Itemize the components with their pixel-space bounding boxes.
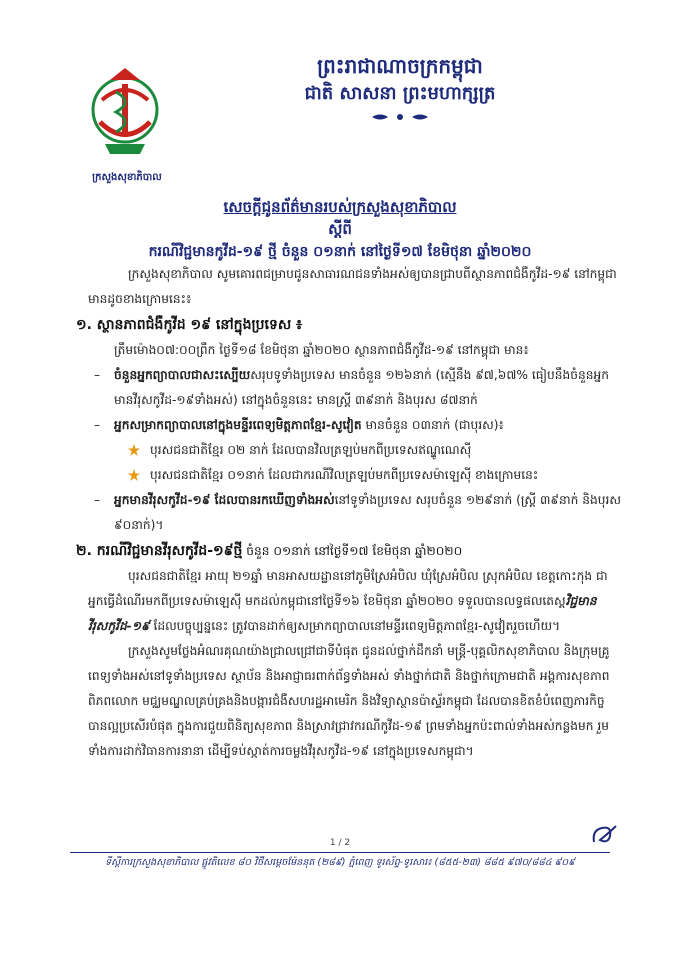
status-line: ត្រឹមម៉ោង០៧:០០ព្រឹក ថ្ងៃទី១៨ ខែមិថុនា ឆ្នាំ២០២០ ស្ថានភាពជំងឺកូវីដ-១៩ នៅកម្ពុជា មាន៖ — [114, 343, 529, 357]
star-bullet-icon — [128, 469, 140, 481]
new-case-emphasis: វិជ្ជមានវីរុសកូវីដ-១៩ — [88, 594, 597, 633]
release-topic: ករណីវិជ្ជមានកូវីដ-១៩ ថ្មី ចំនួន ០១នាក់ នៅថ្ងៃទី១៧ ខែមិថុនា ឆ្នាំ២០២០ — [148, 244, 532, 260]
case-item-indonesia — [88, 438, 622, 463]
total-cases-label: អ្នកមានវីរុសកូវីដ-១៩ ដែលបានរកឃើញទាំងអស់ — [114, 493, 335, 507]
case-detail-indonesia: បុរសជនជាតិខ្មែរ ០២ នាក់ ដែលបានវិលត្រឡប់មកពីប្រទេសឥណ្ឌូណេស៊ី — [150, 443, 472, 457]
nation-religion-king: ជាតិ សាសនា ព្រះមហាក្សត្រ — [304, 83, 496, 104]
section-1-heading: ១. ស្ថានភាពជំងឺកូវីដ ១៩ នៅក្នុងប្រទេស ៖ — [76, 317, 303, 333]
section-2-date: ចំនួន ០១នាក់ នៅថ្ងៃទី១៧ ខែមិថុនា ឆ្នាំ២០២០ — [242, 544, 463, 558]
new-case-paragraph — [88, 564, 622, 639]
section-2-title: ២. ករណីវិជ្ជមានវីរុសកូវីដ-១៩ថ្មី — [76, 543, 243, 559]
recovered-item — [88, 363, 622, 413]
page-number: 1 / 2 — [329, 838, 351, 848]
intro-paragraph: ក្រសួងសុខាភិបាល សូមគោរពជម្រាបជូនសាធារណជនទាំងអស់ឲ្យបានជ្រាបពីស្ថានភាពជំងឺកូវីដ-១៩ នៅកម្ពុជា មានដូចខាងក្រោមនេះ៖ — [88, 267, 617, 306]
hospitalized-detail: មានចំនួន ០៣នាក់ (ជាបុរស)៖ — [361, 418, 504, 432]
signature-mark-icon — [590, 822, 618, 848]
kingdom-motto — [230, 52, 570, 122]
section-2-heading — [76, 538, 622, 564]
footer-divider — [70, 852, 610, 853]
kingdom-title: ព្រះរាជាណាចក្រកម្ពុជា — [317, 54, 483, 78]
total-cases-detail: នៅទូទាំងប្រទេស សរុបចំនួន ១២៩នាក់ (ស្ត្រី ៣៩នាក់ និងបុរស ៩០នាក់)។ — [114, 493, 621, 532]
case-item-malaysia — [88, 463, 622, 488]
ministry-of-health-logo — [80, 62, 170, 172]
thanks-paragraph: ក្រសួងសូមថ្លែងអំណរគុណយ៉ាងជ្រាលជ្រៅជាទីបំផុត ជូនដល់ថ្នាក់ដឹកនាំ មន្ត្រី-បុគ្គលិកសុខាភិបាល និងក្រុមគ្រូពេទ្យទាំងអស់នៅទូទាំងប្រទេស ស្ថាប័ន និងអាជ្ញាធរពាក់ព័ន្ធទាំងអស់ ទាំងថ្នាក់ជាតិ និងថ្នាក់ក្រោមជាតិ អង្គការសុខភាពពិភពលោក មជ្ឈមណ្ឌលគ្រប់គ្រងនិងបង្ការជំងឺសហរដ្ឋអាមេរិក និងវិទ្យាស្ថានប៉ាស្ទ័រកម្ពុជា ដែលបានខិតខំបំពេញភារកិច្ចបានល្អប្រសើរបំផុត ក្នុងការជួយពិនិត្យសុខភាព និងស្រាវជ្រាវករណីកូវីដ-១៩ ព្រមទាំងអ្នកប៉ះពាល់ទាំងអស់កន្លងមក រួមទាំងការដាក់វិធានការនានា ដើម្បីទប់ស្កាត់ការចម្លងវីរុសកូវីដ-១៩ នៅក្នុងប្រទេសកម្ពុជា។ — [88, 644, 610, 758]
total-cases-item — [88, 488, 622, 538]
footer-address: ទីស្តីការក្រសួងសុខាភិបាល ផ្លូវតិលេខ ៨០ វិថីសម្តេចម៉ែននុត (២៨៩) ភ្នំពេញ ទូរស័ព្ទ-ទូរសារ៖ (៨៥៥-២៣) ៨៨៥ ៩៧០/៨៨៤ ៩០៩ — [105, 857, 575, 868]
recovered-detail: សរុបទូទាំងប្រទេស មានចំនួន ១២៦នាក់ (ស្មើនឹង ៩៧,៦៧% ធៀបនឹងចំនួនអ្នកមានវីរុសកូវីដ-១៩ទាំងអស់) នៅក្នុងចំនួននេះ មានស្ត្រី ៣៩នាក់ និងបុរស ៨៧នាក់ — [114, 368, 609, 407]
release-title: សេចក្តីជូនព័ត៌មានរបស់ក្រសួងសុខាភិបាល — [223, 198, 457, 216]
star-bullet-icon — [128, 444, 140, 456]
ministry-name: ក្រសួងសុខាភិបាល — [92, 172, 162, 183]
release-subtitle: ស្តីពី — [328, 220, 352, 238]
hospitalized-item — [88, 413, 622, 438]
case-detail-malaysia: បុរសជនជាតិខ្មែរ ០១នាក់ ដែលជាករណីវិលត្រឡប់មកពីប្រទេសម៉ាឡេស៊ី ខាងក្រោមនេះ — [150, 468, 539, 482]
ornament-icon — [370, 112, 430, 122]
release-header — [70, 196, 610, 264]
new-case-end: ដែលបច្ចុប្បន្ននេះ ត្រូវបានដាក់ឲ្យសម្រាកព្យាបាលនៅមន្ទីរពេទ្យមិត្តភាពខ្មែរ-សូវៀតរួចហើយ។ — [149, 619, 561, 633]
recovered-label: ចំនួនអ្នកព្យាបាលជាសះស្បើយ — [114, 368, 251, 382]
hospitalized-label: អ្នកសម្រាកព្យាបាលនៅក្នុងមន្ទីរពេទ្យមិត្តភាពខ្មែរ-សូវៀត — [114, 418, 362, 432]
new-case-text: បុរសជនជាតិខ្មែរ អាយុ ២១ឆ្នាំ មានអាសយដ្ឋាននៅភូមិស្រែអំបិល ឃុំស្រែអំបិល ស្រុកអំបិល ខេត្តកោះកុង ជាអ្នកធ្វើដំណើរមកពីប្រទេសម៉ាឡេស៊ី មកដល់កម្ពុជានៅថ្ងៃទី១៦ ខែមិថុនា ឆ្នាំ២០២០ ទទួលបានលទ្ធផលតេស្ត — [88, 569, 608, 608]
release-body — [76, 262, 622, 764]
